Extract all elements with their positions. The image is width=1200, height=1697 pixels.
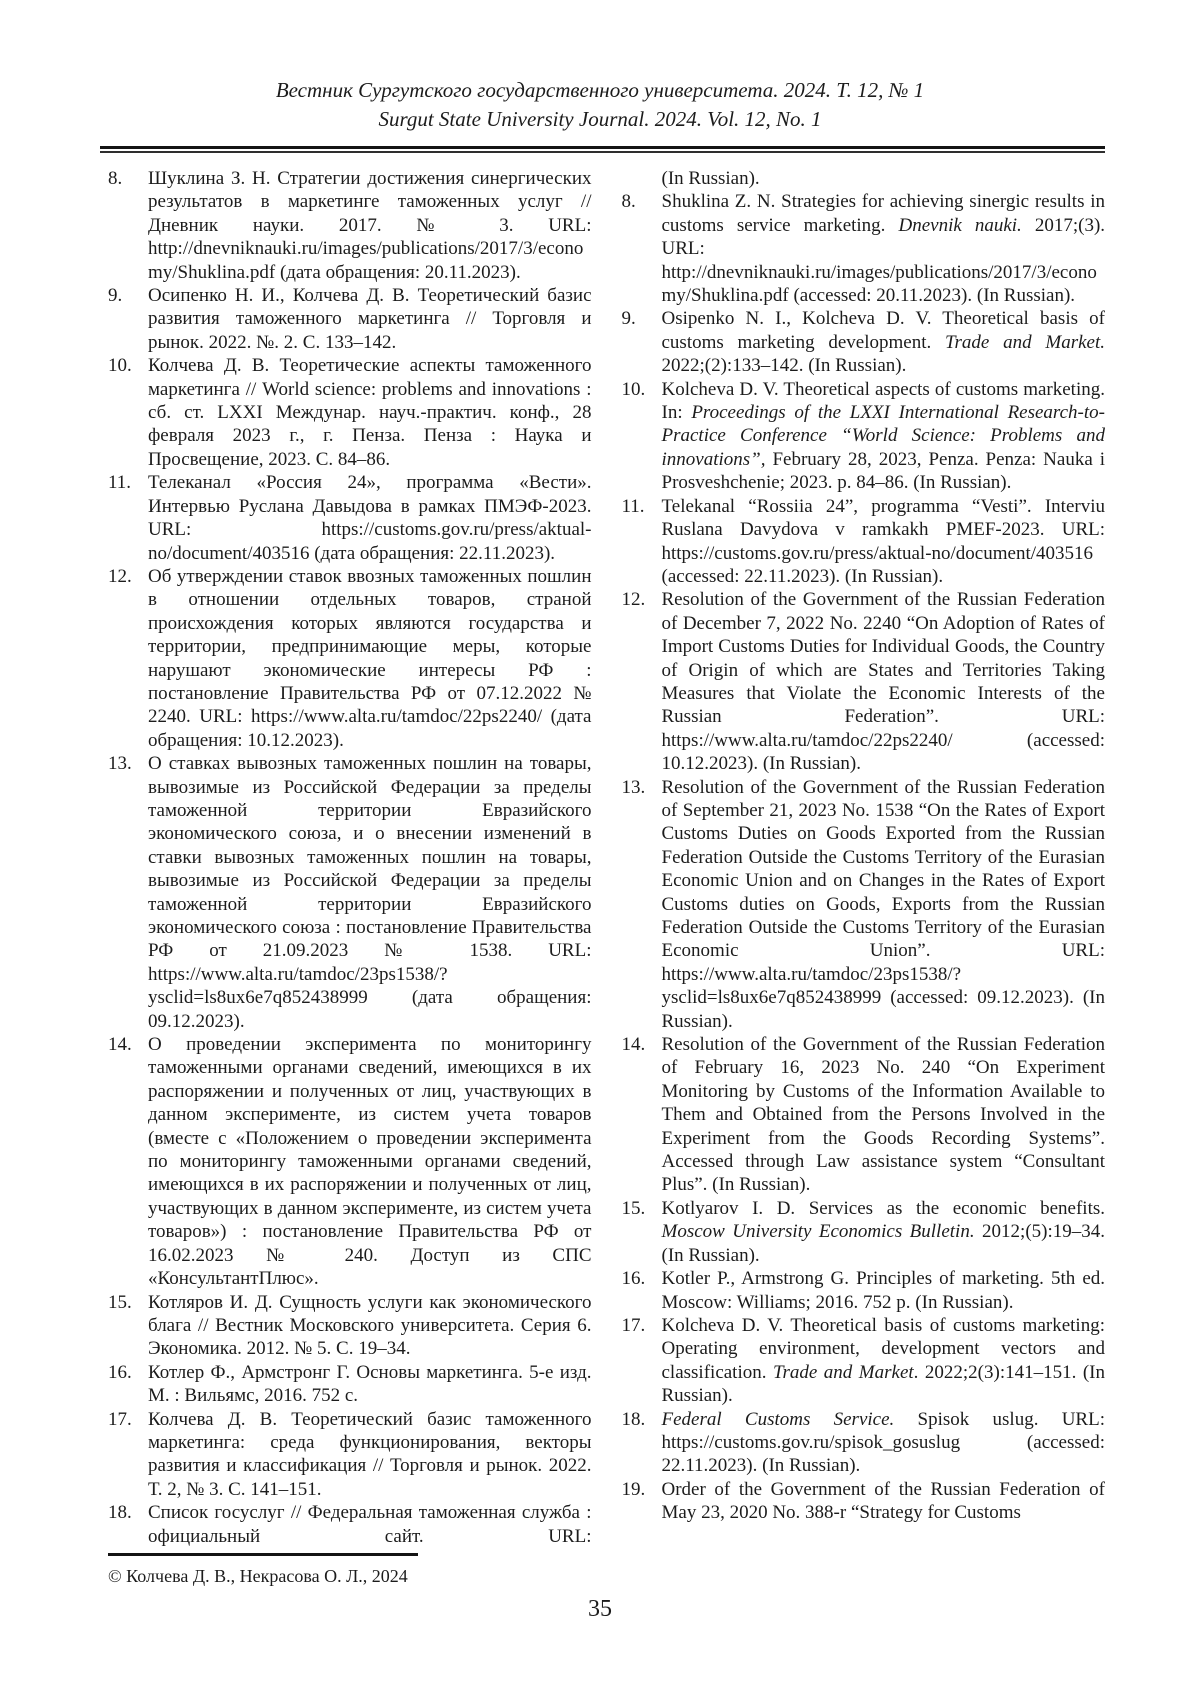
references-section (108, 167, 1105, 1549)
reference-number: 17. (108, 1408, 132, 1430)
reference-item (622, 1267, 1106, 1314)
reference-text: Osipenko N. I., Kolcheva D. V. Theoretical basis of customs marketing development. Trade and Market. 2022;(2):133–142. (In Russian). (661, 308, 1105, 377)
reference-number: 18. (108, 1502, 132, 1524)
reference-item (108, 1408, 592, 1502)
reference-text: Kolcheva D. V. Theoretical basis of customs marketing: Operating environment, development vectors and classification. Trade and Market. 2022;2(3):141–151. (In Russian). (661, 1314, 1105, 1407)
reference-text: Осипенко Н. И., Колчева Д. В. Теоретический базис развития таможенного маркетинга // Торговля и рынок. 2022. №. 2. С. 133–142. (148, 285, 592, 353)
reference-text: Resolution of the Government of the Russian Federation of December 7, 2022 No. 2240 “On Adoption of Rates of Import Customs Duties for Individual Goods, the Country of Origin of which are States and Territories Taking Measures that Violate the Economic Interests of the Russian Federation”. URL: https://www.alta.ru/tamdoc/22ps2240/ (accessed: 10.12.2023). (In Russian). (661, 589, 1105, 775)
reference-item (622, 1408, 1106, 1478)
reference-number: 8. (621, 191, 636, 213)
reference-number: 15. (621, 1197, 646, 1219)
reference-number: 11. (108, 472, 132, 494)
reference-text: Kotler P., Armstrong G. Principles of marketing. 5th ed. Moscow: Williams; 2016. 752 p. (In Russian). (661, 1268, 1105, 1313)
reference-number: 12. (108, 565, 132, 587)
journal-title-ru: Вестник Сургутского государственного университета. 2024. Т. 12, № 1 (275, 78, 925, 102)
reference-text: Телеканал «Россия 24», программа «Вести». Интервью Руслана Давыдова в рамках ПМЭФ-2023. URL: https://customs.gov.ru/press/aktual-no/document/403516 (дата обращения: 22.11.2023). (148, 472, 592, 564)
reference-number: 16. (108, 1361, 132, 1383)
reference-item (622, 1197, 1106, 1267)
reference-number: 9. (621, 308, 636, 330)
reference-item (622, 167, 1106, 190)
page-footer (0, 1553, 1200, 1622)
reference-number: 10. (108, 355, 132, 377)
reference-text: Federal Customs Service. Spisok uslug. URL: https://customs.gov.ru/spisok_gosuslug (accessed: 22.11.2023). (In Russian). (661, 1408, 1105, 1477)
header-rule (100, 146, 1105, 153)
references-column-russian (108, 167, 592, 1549)
reference-item (108, 471, 592, 565)
running-head (0, 0, 1200, 134)
reference-number: 14. (108, 1034, 132, 1056)
reference-text: Resolution of the Government of the Russian Federation of February 16, 2023 No. 240 “On Experiment Monitoring by Customs of the Information Available to Them and Obtained from the Persons Involved in the Experiment from the Goods Recording Systems”. Accessed through Law assistance system “Consultant Plus”. (In Russian). (661, 1034, 1105, 1196)
reference-text: Список госуслуг // Федеральная таможенная служба : официальный сайт. URL: (148, 1502, 592, 1547)
reference-number (622, 167, 662, 190)
copyright: © Колчева Д. В., Некрасова О. Л., 2024 (108, 1566, 408, 1586)
reference-text: Колчева Д. В. Теоретические аспекты таможенного маркетинга // World science: problems and innovations : сб. ст. LXXI Междунар. науч.-практич. конф., 28 февраля 2023 г., г. Пенза. Пенза : Наука и Просвещение, 2023. С. 84–86. (148, 355, 592, 470)
reference-item (108, 354, 592, 471)
reference-item (108, 284, 592, 354)
reference-text: Колчева Д. В. Теоретический базис таможенного маркетинга: среда функционирования, векторы развития и классификация // Торговля и рынок. 2022. Т. 2, № 3. С. 141–151. (148, 1408, 592, 1500)
reference-text: Котляров И. Д. Сущность услуги как экономического блага // Вестник Московского университета. Серия 6. Экономика. 2012. № 5. С. 19–34. (148, 1291, 592, 1360)
reference-text: Kotlyarov I. D. Services as the economic benefits. Moscow University Economics Bulletin. 2012;(5):19–34. (In Russian). (661, 1197, 1105, 1266)
reference-text: Шуклина З. Н. Стратегии достижения синергических результатов в маркетинге таможенных услуг // Дневник науки. 2017. № 3. URL: http://dnevniknauki.ru/images/publications/2017/3/economy/Shuklina.pdf (дата обращения: 20.11.2023). (148, 168, 592, 283)
reference-text: Shuklina Z. N. Strategies for achieving sinergic results in customs service marketing. Dnevnik nauki. 2017;(3). URL: http://dnevniknauki.ru/images/publications/2017/3/economy/Shuklina.pdf (accessed: 20.11.2023). (In Russian). (661, 191, 1105, 307)
reference-number: 13. (621, 776, 646, 798)
reference-text: Kolcheva D. V. Theoretical aspects of customs marketing. In: Proceedings of the LXXI International Research-to-Practice Conference “World Science: Problems and innovations”, February 28, 2023, Penza. Penza: Nauka i Prosveshchenie; 2023. p. 84–86. (In Russian). (661, 378, 1105, 494)
reference-text: Resolution of the Government of the Russian Federation of September 21, 2023 No. 1538 “On the Rates of Export Customs Duties on Goods Exported from the Russian Federation Outside the Customs Territory of the Eurasian Economic Union and on Changes in the Rates of Export Customs duties on Goods, Exports from the Russian Federation Outside the Customs Territory of the Eurasian Economic Union”. URL: https://www.alta.ru/tamdoc/23ps1538/?ysclid=ls8ux6e7q852438999 (accessed: 09.12.2023). (In Russian). (661, 776, 1105, 1032)
reference-text: Об утверждении ставок ввозных таможенных пошлин в отношении отдельных товаров, страной происхождения которых являются государства и территории, предпринимающие меры, которые нарушают экономические интересы РФ : постановление Правительства РФ от 07.12.2022 № 2240. URL: https://www.alta.ru/tamdoc/22ps2240/ (дата обращения: 10.12.2023). (148, 565, 592, 751)
reference-number: 10. (621, 378, 646, 400)
reference-number: 12. (621, 589, 646, 611)
reference-item (622, 1478, 1106, 1525)
reference-number: 11. (621, 495, 645, 517)
reference-item (622, 378, 1106, 495)
reference-item (622, 1314, 1106, 1408)
reference-number: 9. (108, 285, 123, 307)
reference-number: 16. (621, 1268, 646, 1290)
reference-number: 8. (108, 168, 123, 189)
reference-item (622, 1033, 1106, 1197)
reference-number: 13. (108, 753, 132, 775)
reference-number: 19. (621, 1478, 646, 1500)
journal-title-en: Surgut State University Journal. 2024. Vol. 12, No. 1 (378, 107, 822, 131)
reference-text: Telekanal “Rossiia 24”, programma “Vesti”. Interviu Ruslana Davydova v ramkakh PMEF-2023. URL: https://customs.gov.ru/press/aktual-no/document/403516 (accessed: 22.11.2023). (In Russian). (661, 495, 1105, 587)
reference-item (108, 1361, 592, 1408)
reference-text: Order of the Government of the Russian Federation of May 23, 2020 No. 388-r “Strategy for Customs (661, 1478, 1105, 1524)
reference-item (108, 1291, 592, 1361)
reference-number: 17. (621, 1314, 646, 1336)
reference-number: 15. (108, 1291, 132, 1313)
reference-number: 14. (621, 1034, 646, 1056)
reference-number: 18. (621, 1408, 646, 1430)
reference-text: О проведении эксперимента по мониторингу таможенными органами сведений, имеющихся в их распоряжении и полученных от лиц, участвующих в данном эксперименте, из систем учета товаров (вместе с «Положением о проведении эксперимента по мониторингу таможенными органами сведений, имеющихся в их распоряжении и полученных от лиц, участвующих в данном эксперименте, из систем учета товаров») : постановление Правительства РФ от 16.02.2023 № 240. Доступ из СПС «КонсультантПлюс». (148, 1034, 592, 1290)
reference-item (108, 752, 592, 1033)
reference-item (622, 588, 1106, 775)
page-number: 35 (588, 1596, 612, 1622)
reference-item (622, 307, 1106, 377)
reference-item (108, 1033, 592, 1290)
reference-item (108, 167, 592, 284)
reference-text: Котлер Ф., Армстронг Г. Основы маркетинга. 5-е изд. М. : Вильямс, 2016. 752 с. (148, 1361, 592, 1407)
reference-item (622, 495, 1106, 589)
reference-text: (In Russian). (661, 168, 760, 189)
reference-text: О ставках вывозных таможенных пошлин на товары, вывозимые из Российской Федерации за пределы таможенной территории Евразийского экономического союза, и о внесении изменений в ставки вывозных таможенных пошлин на товары, вывозимые из Российской Федерации за пределы таможенной территории Евразийского экономического союза : постановление Правительства РФ от 21.09.2023 № 1538. URL: https://www.alta.ru/tamdoc/23ps1538/?ysclid=ls8ux6e7q852438999 (дата обращения: 09.12.2023). (148, 753, 592, 1032)
reference-item (622, 190, 1106, 307)
references-column-english (622, 167, 1106, 1549)
reference-item (108, 565, 592, 752)
footer-rule (108, 1553, 418, 1556)
reference-item (622, 776, 1106, 1033)
reference-item (108, 1501, 592, 1549)
